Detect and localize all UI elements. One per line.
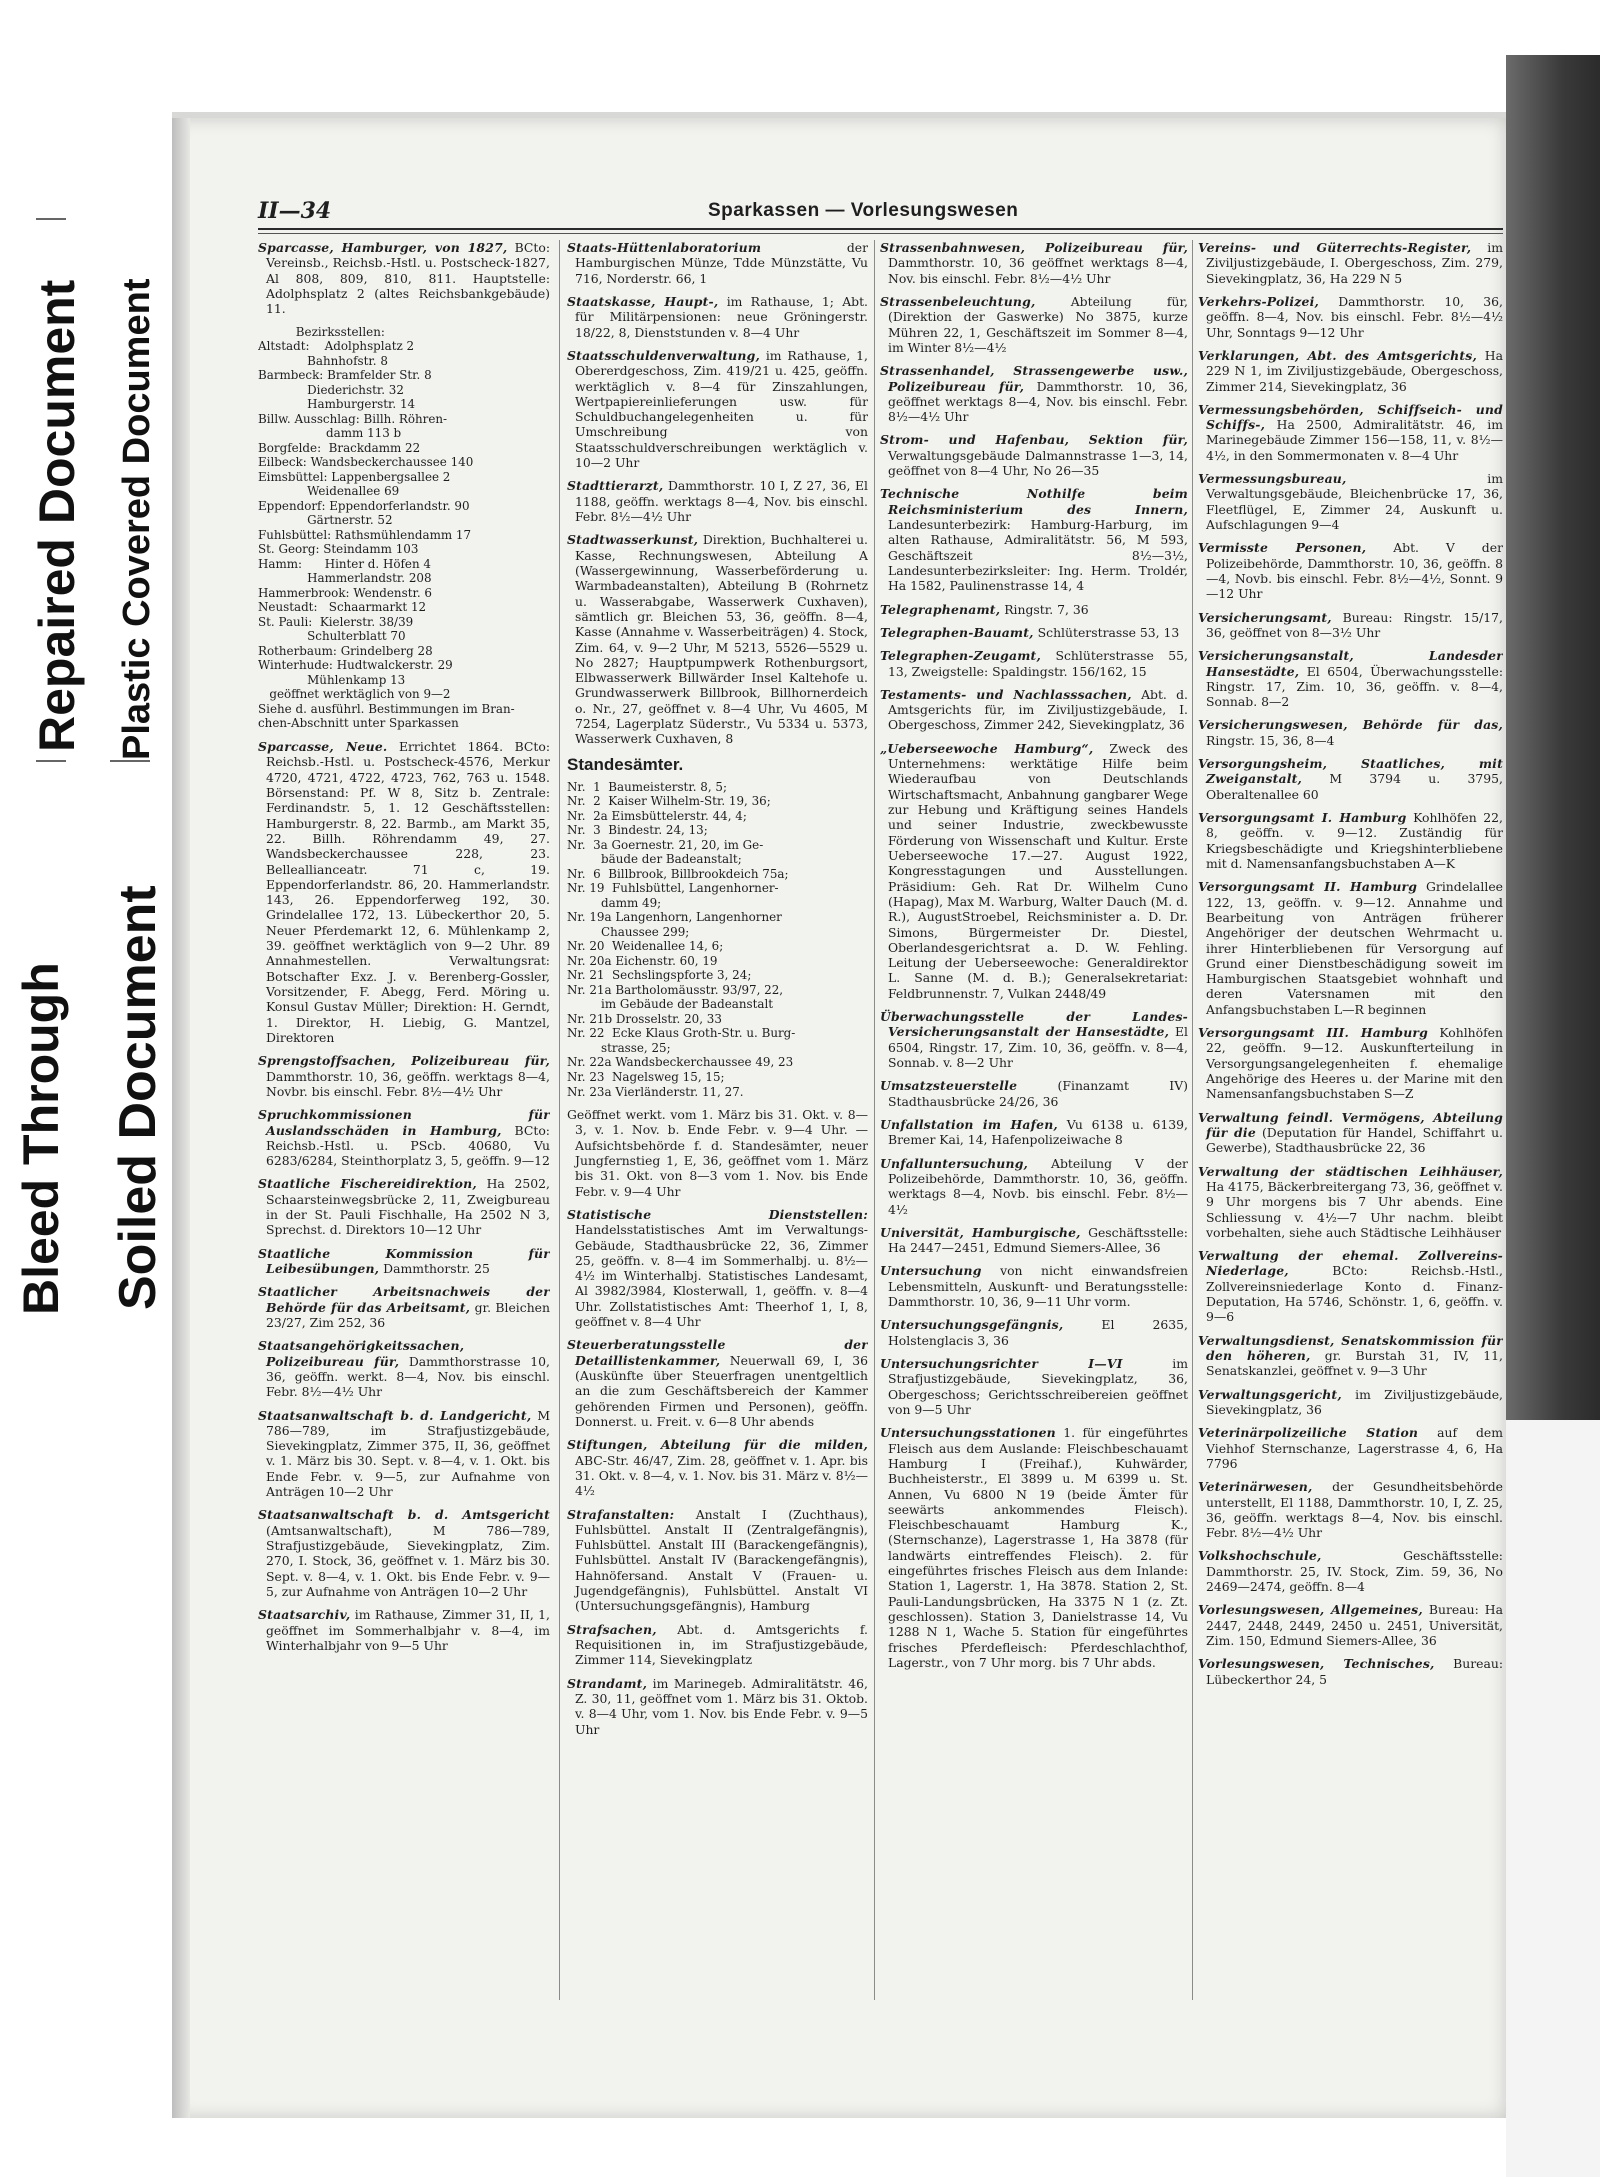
directory-entry	[567, 294, 868, 340]
entry-body: der Gesundheitsbehörde unterstellt, El 1188, Dammthorstr. 10, I, Z. 25, 36, geöffn. werktags 8—4, Nov. bis einschl. Febr. 8½—4½ Uhr	[1206, 1479, 1503, 1541]
entry-body: Ha 4175, Bäckerbreitergang 73, 36, geöffnet v. 9 Uhr morgens bis 7 Uhr abends. Eine Schliessung v. 4½—7 Uhr nachm. bleibt vorbehalten, siehe auch Städtische Leihhäuser	[1206, 1178, 1503, 1240]
directory-entry	[1198, 294, 1503, 340]
entry-body: M 786—789, im Strafjustizgebäude, Sievekingplatz, Zimmer 375, II, 36, geöffnet v. 1. März bis 30. Sept. v. 8—4, v. 1. Okt. bis Ende Febr. v. 9—5, zur Aufnahme von Anträgen 10—2 Uhr	[266, 1407, 550, 1500]
entry-body: Schlüterstrasse 55, 13, Zweigstelle: Spaldingstr. 156/162, 15	[888, 648, 1188, 679]
entry-title: Vermessungsbehörden, Schiffseich- und Schiffs-,	[1198, 401, 1503, 433]
label-bleed-through: Bleed Through	[13, 962, 69, 1315]
divider-mark	[36, 218, 66, 220]
directory-entry	[880, 1117, 1188, 1148]
entry-title: Strafanstalten:	[567, 1506, 675, 1522]
entry-body: im Rathause, 1; Abt. für Militärpensionen: neue Gröningerstr. 18/22, 8, Dienststunden v. 8—4 Uhr	[575, 293, 868, 340]
header-rule	[258, 228, 1503, 230]
directory-entry	[880, 294, 1188, 355]
entry-title: Spruchkommissionen für Auslandsschäden in Hamburg,	[258, 1107, 550, 1138]
entry-body: Neuerwall 69, I, 36 (Auskünfte über Steuerfragen unentgeltlich an die zum Geschäftsbereich der Kammer gehörenden Firmen und Personen), geöffn. Donnerst. u. Freit. v. 6—8 Uhr abends	[575, 1352, 868, 1429]
entry-title: Untersuchungsstationen	[880, 1425, 1056, 1441]
entry-title: Verwaltungsgericht,	[1198, 1386, 1342, 1402]
column-divider	[1192, 240, 1193, 2000]
entry-body: Ringstr. 7, 36	[1004, 601, 1089, 617]
entry-title: Verwaltungsdienst, Senatskommission für den höheren,	[1198, 1332, 1503, 1363]
entry-body: Bureau: Lübeckerthor 24, 5	[1206, 1656, 1503, 1687]
directory-entry	[1198, 1110, 1503, 1156]
entry-title: Sparcasse, Hamburger, von 1827,	[258, 240, 508, 255]
entry-title: Veterinärwesen,	[1198, 1479, 1313, 1495]
directory-entry	[1198, 1248, 1503, 1325]
entry-title: Staatsarchiv,	[258, 1607, 351, 1623]
entry-title: Staatsanwaltschaft b. d. Landgericht,	[258, 1407, 532, 1423]
entry-title: Volkshochschule,	[1198, 1548, 1322, 1564]
entry-title: Staatliche Kommission für Leibesübungen,	[258, 1245, 550, 1276]
entry-title: Vorlesungswesen, Allgemeines,	[1198, 1602, 1423, 1618]
text-column-3	[880, 240, 1188, 2000]
directory-entry	[258, 1408, 550, 1500]
directory-entry	[880, 1317, 1188, 1348]
entry-body: M 3794 u. 3795, Oberaltenallee 60	[1206, 771, 1503, 802]
directory-entry	[1198, 1602, 1503, 1648]
entry-title: „Ueberseewoche Hamburg“,	[880, 740, 1094, 756]
directory-entry	[880, 602, 1188, 617]
entry-body: Dammthorstrasse 10, 36, geöffn. werkt. 8—4, Nov. bis einschl. Febr. 8½—4½ Uhr	[266, 1353, 550, 1400]
directory-entry	[1198, 610, 1503, 641]
directory-entry	[1198, 1164, 1503, 1241]
entry-title: Verkehrs-Polizei,	[1198, 293, 1320, 309]
text-column-1	[258, 240, 550, 2000]
directory-entry	[1198, 1333, 1503, 1379]
directory-entry	[880, 363, 1188, 424]
entry-title: Versicherungsanstalt, Landesder Hansestädte,	[1198, 648, 1503, 679]
entry-body: BCto: Reichsb.-Hstl., Zollvereinsniederlage Konto d. Finanz-Deputation, Ha 5746, Schönstr. 1, 6, geöffn. v. 9—6	[1206, 1263, 1503, 1325]
entry-title: Statistische Dienststellen:	[567, 1206, 868, 1222]
directory-entry	[1198, 1387, 1503, 1418]
directory-entry	[1198, 1425, 1503, 1471]
entry-body: BCto: Reichsb.-Hstl. u. PScb. 40680, Vu 6283/6284, Steinthorplatz 3, 5, geöffn. 9—12	[266, 1122, 550, 1169]
page-binding-edge	[172, 118, 190, 2118]
directory-entry	[1198, 1548, 1503, 1594]
directory-entry	[1198, 1656, 1503, 1687]
entry-title: Telegraphen-Bauamt,	[880, 624, 1034, 640]
entry-body: im Rathause, Zimmer 31, II, 1, geöffnet im Sommerhalbjahr v. 8—4, im Winterhalbjahr von 9—5 Uhr	[266, 1607, 550, 1653]
directory-entry	[258, 1176, 550, 1237]
entry-title: Untersuchungsgefängnis,	[880, 1317, 1064, 1333]
entry-body: gr. Bleichen 23/27, Zim 252, 36	[266, 1299, 550, 1330]
entry-title: Verklarungen, Abt. des Amtsgerichts,	[1198, 347, 1477, 363]
entry-body: Abt. d. Amtsgerichts für, im Ziviljustizgebäude, I. Obergeschoss, Zimmer 242, Sievekingplatz, 36	[888, 686, 1188, 733]
entry-title: Telegraphen-Zeugamt,	[880, 648, 1041, 664]
entry-title: Versorgungsamt II. Hamburg	[1198, 879, 1418, 895]
entry-body: Dammthorstr. 10, 36, geöffn. werktags 8—4, Novbr. bis einschl. Febr. 8½—4½ Uhr	[266, 1068, 550, 1099]
directory-entry	[567, 478, 868, 524]
directory-entry	[880, 432, 1188, 478]
directory-entry	[258, 1053, 550, 1099]
directory-entry	[258, 1107, 550, 1168]
directory-entry	[1198, 1479, 1503, 1540]
entry-body: auf dem Viehhof Sternschanze, Lagerstrasse 4, 6, Ha 7796	[1206, 1425, 1503, 1471]
entry-body: Ha 2502, Schaarsteinwegsbrücke 2, 11, Zweigbureau in der St. Pauli Fischhalle, Ha 2502 N 3, Sprechst. d. Direktors 10—12 Uhr	[266, 1176, 550, 1238]
header-rule-thin	[258, 233, 1503, 234]
entry-body: Kohlhöfen 22, geöffn. 9—12. Auskunfterteilung in Versorgungsangelegenheiten f. ehemalige Angehörige des Heeres u. der Marine mit den Namensanfangsbuchstaben S—Z	[1206, 1025, 1503, 1102]
entry-title: Versorgungsamt III. Hamburg	[1198, 1025, 1429, 1041]
entry-title: Unfalluntersuchung,	[880, 1155, 1029, 1171]
page-number: II—34	[258, 198, 332, 224]
directory-entry	[567, 1107, 868, 1199]
directory-entry	[880, 648, 1188, 679]
entry-title: Versorgungsheim, Staatliches, mit Zweiganstalt,	[1198, 756, 1503, 787]
entry-title: Unfallstation im Hafen,	[880, 1116, 1058, 1132]
entry-body: (Deputation für Handel, Schiffahrt u. Gewerbe), Stadthausbrücke 22, 36	[1206, 1124, 1503, 1156]
entry-body: Kohlhöfen 22, 8, geöffn. v. 9—12. Zuständig für Kriegsbeschädigte und Kriegshinterbliebene mit d. Namensanfangsbuchstaben A—K	[1206, 810, 1503, 871]
entry-title: Verwaltung der städtischen Leihhäuser,	[1198, 1163, 1503, 1179]
entry-body: Dammthorstr. 10 I, Z 27, 36, El 1188, geöffn. werktags 8—4, Nov. bis einschl. Febr. 8½—4½ Uhr	[575, 478, 868, 524]
entry-body: im Marinegeb. Admiralitätstr. 46, Z. 30, 11, geöffnet vom 1. März bis 31. Oktob. v. 8—4 Uhr, vom 1. Nov. bis Ende Febr. v. 9—5 Uhr	[575, 1675, 868, 1737]
entry-body: (Amtsanwaltschaft), M 786—789, Strafjustizgebäude, Sievekingplatz, Zim. 270, I. Stock, 36, geöffnet v. 1. März bis 30. Sept. v. 8—4, v. 1. Okt. bis Ende Febr. v. 9—5, zur Aufnahme von Anträgen 10—2 Uhr	[266, 1522, 550, 1599]
directory-entry	[258, 1507, 550, 1599]
entry-title: Versicherungsamt,	[1198, 609, 1332, 625]
directory-entry	[880, 1425, 1188, 1670]
directory-entry	[880, 1156, 1188, 1217]
directory-entry	[567, 532, 868, 746]
entry-body: im Ziviljustizgebäude, I. Obergeschoss, Zim. 279, Sievekingplatz, 36, Ha 229 N 5	[1206, 240, 1503, 286]
entry-body: Dammthorstr. 10, 36, geöffnet werktags 8—4, Nov. bis einschl. Febr. 8½—4½ Uhr	[888, 378, 1188, 425]
directory-entry	[258, 1338, 550, 1399]
entry-title: Staatsangehörigkeitssachen, Polizeibureau für,	[258, 1338, 465, 1369]
directory-entry	[880, 1225, 1188, 1256]
directory-entry	[880, 1356, 1188, 1417]
entry-title: Strafsachen,	[567, 1621, 657, 1637]
directory-entry	[880, 486, 1188, 593]
address-list: Nr. 1 Baumeisterstr. 8, 5; Nr. 2 Kaiser Wilhelm-Str. 19, 36; Nr. 2a Eimsbüttelerstr. 44, 4; Nr. 3 Bindestr. 24, 13; Nr. 3a Goernestr. 21, 20, im Ge- bäude der Badeanstalt; Nr. 6 Billbrook, Billbrookdeich 75a; Nr. 19 Fuhlsbüttel, Langenhorner- damm 49; Nr. 19a Langenhorn, Langenhorner Chaussee 299; Nr. 20 Weidenallee 14, 6; Nr. 20a Eichenstr. 60, 19 Nr. 21 Sechslingspforte 3, 24; Nr. 21a Bartholomäusstr. 93/97, 22, im Gebäude der Badeanstalt Nr. 21b Drosselstr. 20, 33 Nr. 22 Ecke Klaus Groth-Str. u. Burg- strasse, 25; Nr. 22a Wandsbeckerchaussee 49, 23 Nr. 23 Nagelsweg 15, 15; Nr. 23a Vierländerstr. 11, 27.	[567, 779, 796, 1099]
directory-entry	[880, 240, 1188, 286]
entry-title: Universität, Hamburgische,	[880, 1224, 1081, 1240]
column-divider	[874, 240, 875, 2000]
entry-body: Errichtet 1864. BCto: Reichsb.-Hstl. u. Postscheck-4576, Merkur 4720, 4721, 4722, 4723, 762, 763 u. 1548. Börsenstand: Pf. W 8, Sitz b. Zentrale: Ferdinandstr. 5, 1. 12 Geschäftsstellen: Hamburgerstr. 8, 22. Barmb., am Markt 35, 22. Billh. Röhrendamm 49, 27. Wandsbeckerchaussee 228, 23. Belleallianceatr. 71 c, 19. Eppendorferlandstr. 86, 20. Hammerlandstr. 143, 26. Eppendorferweg 192, 30. Grindelallee 172, 13. Lübeckerthor 20, 5. Neuer Pferdemarkt 12, 6. Mühlenkamp 2, 39. geöffnet werktäglich von 9—2 Uhr. 89 Annahmestellen. Verwaltungsrat: Botschafter Exz. J. v. Berenberg-Gossler, Vorsitzender, F. Abegg, Ferd. Möring u. Konsul Gustav Müller; Direktion: H. Gerndt, 1. Direktor, H. Liebig, G. Mantzel, Direktoren	[266, 739, 550, 1045]
label-repaired-document: Repaired Document	[29, 279, 85, 752]
entry-body: Bureau: Ringstr. 15/17, 36, geöffnet von 8—3½ Uhr	[1206, 609, 1503, 640]
entry-title: Untersuchungsrichter I—VI	[880, 1356, 1123, 1371]
entry-title: Strandamt,	[567, 1675, 648, 1691]
directory-entry	[567, 1676, 868, 1737]
directory-entry	[1198, 348, 1503, 394]
directory-entry	[880, 1078, 1188, 1109]
entry-title: Staatskasse, Haupt-,	[567, 293, 719, 309]
entry-body: Dammthorstr. 10, 36 geöffnet werktags 8—4, Nov. bis einschl. Febr. 8½—4½ Uhr	[888, 255, 1188, 286]
directory-entry	[567, 1622, 868, 1668]
directory-entry	[1198, 1025, 1503, 1102]
entry-title: Veterinärpolizeiliche Station	[1198, 1425, 1419, 1441]
entry-title: Staatsschuldenverwaltung,	[567, 347, 760, 363]
entry-title: Verwaltung feindl. Vermögens, Abteilung für die	[1198, 1109, 1503, 1140]
entry-body: Handelsstatistisches Amt im Verwaltungs-Gebäude, Stadthausbrücke 22, 36, Zimmer 25, geöffn. v. 8—4 im Sommerhalbj. u. 8½—4½ im Winterhalbj. Statistisches Landesamt, Al 3982/3984, Klosterwall, 1, geöffn. v. 8—4 Uhr. Zollstatistisches Amt: Theerhof 1, I, 8, geöffnet v. 8—4 Uhr	[575, 1222, 868, 1330]
label-plastic-covered-document: Plastic Covered Document	[116, 278, 158, 760]
directory-entry	[1198, 471, 1503, 532]
column-divider	[559, 240, 560, 2000]
section-heading: Standesämter.	[567, 754, 684, 774]
side-label-strip	[0, 0, 180, 1400]
entry-title: Stiftungen, Abteilung für die milden,	[567, 1437, 868, 1453]
directory-entry	[880, 741, 1188, 1001]
entry-title: Strassenbahnwesen, Polizeibureau für,	[880, 240, 1188, 255]
entry-body: Zweck des Unternehmens: werktätige Hilfe beim Wiederaufbau von Deutschlands Wirtschaftsmacht, Anbahnung gangbarer Wege zur Hebung und Kräftigung seines Handels und seiner Industrie, zweckbewusste Förderung von Wissenschaft und Kultur. Erste Ueberseewoche 17.—27. August 1922, Kongresstagungen und Ausstellungen. Präsidium: Geh. Rat Dr. Wilhelm Cuno (Hapag), Max M. Warburg, Walter Dauch (M. d. R.), AugustStroebel, Reichsminister a. D. Dr. Simons, Bürgermeister Dr. Diestel, Oberlandesgerichtsrat a. D. W. Fehling. Leitung der Ueberseewoche: Generaldirektor L. Sanne (M. d. B.); Generalsekretariat: Feldbrunnenstr. 7, Vulkan 2448/49	[888, 740, 1188, 1001]
directory-entry	[258, 739, 550, 1045]
directory-entry	[1198, 240, 1503, 286]
directory-entry	[1198, 756, 1503, 802]
entry-title: Staatlicher Arbeitsnachweis der Behörde für das Arbeitsamt,	[258, 1284, 550, 1315]
directory-entry	[880, 1263, 1188, 1309]
entry-title: Staatliche Fischereidirektion,	[258, 1176, 477, 1192]
entry-body: Abt. d. Amtsgerichts f. Requisitionen in, im Strafjustizgebäude, Zimmer 114, Sievekingplatz	[575, 1621, 868, 1668]
entry-body: Ha 229 N 1, im Ziviljustizgebäude, Obergeschoss, Zimmer 214, Sievekingplatz, 36	[1206, 347, 1503, 394]
entry-body: im Strafjustizgebäude, Sievekingplatz, 36, Obergeschoss; Gerichtsschreibereien geöffnet von 9—5 Uhr	[888, 1356, 1188, 1417]
label-soiled-document: Soiled Document	[109, 885, 167, 1310]
directory-entry	[567, 348, 868, 471]
entry-body: Geöffnet werkt. vom 1. März bis 31. Okt. v. 8—3, v. 1. Nov. b. Ende Febr. v. 9—4 Uhr. — Aufsichtsbehörde f. d. Standesämter, neuer Jungfernstieg 1, E, 36, geöffnet vom 1. März bis 31. Okt. von 8—3 vom 1. Nov. bis Ende Febr. v. 9—4 Uhr	[567, 1107, 868, 1199]
entry-body: BCto: Vereinsb., Reichsb.-Hstl. u. Postscheck-1827, Al 808, 809, 810, 811. Hauptstelle: Adolphsplatz 2 (altes Reichsbankgebäude) 11.	[266, 240, 550, 317]
entry-body: El 2635, Holstenglacis 3, 36	[888, 1317, 1188, 1348]
entry-title: Umsatzsteuerstelle	[880, 1078, 1018, 1094]
entry-body: El 6504, Überwachungsstelle: Ringstr. 17, Zim. 10, 36, geöffn. v. 8—4, Sonnab. 8—2	[1206, 663, 1503, 710]
entry-body: Direktion, Buchhalterei u. Kasse, Rechnungswesen, Abteilung A (Wassergewinnung, Wasserbeförderung u. Warmbadeanstalten), Abteilung B (Rohrnetz u. Wasserabgabe, Wasserwerk Cuxhaven), sämtlich gr. Bleichen 53, 36, geöffn. 8—4, Kasse (Annahme v. Wasserbeiträgen) 4. Stock, Zim. 64, v. 9—2 Uhr, M 5213, 5526—5529 u. No 2827; Hauptpumpwerk Rothenburgsort, Elbwasserwerk Billwärder Insel Kaltehofe u. Grundwasserwerk Billbrook, Billhornerdeich o. Nr., 27, geöffnet v. 8—4 Uhr, Vu 4605, M 7254, Lagerplatz Süderstr., Vu 5334 u. 5373, Wasserwerk Cuxhaven, 8	[575, 532, 868, 747]
entry-title: Steuerberatungsstelle der Detaillistenkammer,	[567, 1337, 868, 1368]
entry-title: Testaments- und Nachlasssachen,	[880, 686, 1132, 702]
entry-title: Sparcasse, Neue.	[258, 739, 388, 754]
directory-entry	[258, 1607, 550, 1653]
directory-entry	[1198, 648, 1503, 709]
entry-body: Schlüterstrasse 53, 13	[1037, 624, 1180, 640]
directory-entry	[1198, 879, 1503, 1017]
entry-title: Strassenhandel, Strassengewerbe usw., Polizeibureau für,	[880, 363, 1188, 394]
text-column-4	[1198, 240, 1503, 2000]
directory-entry	[567, 1207, 868, 1330]
directory-entry	[1198, 402, 1503, 463]
entry-title: Vermessungsbureau,	[1198, 471, 1347, 487]
directory-entry	[880, 687, 1188, 733]
entry-body: Verwaltungsgebäude Dalmannstrasse 1—3, 14, geöffnet von 8—4 Uhr, No 26—35	[888, 447, 1188, 479]
entry-body: El 6504, Ringstr. 17, Zim. 10, 36, geöffn. v. 8—4, Sonnab. v. 8—2 Uhr	[888, 1024, 1188, 1070]
entry-title: Untersuchung	[880, 1263, 982, 1279]
entry-body: im Verwaltungsgebäude, Bleichenbrücke 17, 36, Fleetflügel, E, Zimmer 24, Auskunft u. Aufschlagungen 9—4	[1206, 471, 1503, 532]
entry-title: Verwaltung der ehemal. Zollvereins-Niederlage,	[1198, 1248, 1503, 1279]
directory-entry	[1198, 717, 1503, 748]
page-header	[258, 198, 1503, 224]
entry-title: Sprengstoffsachen, Polizeibureau für,	[258, 1053, 550, 1069]
entry-body: Geschäftsstelle: Dammthorstr. 25, IV. Stock, Zim. 59, 36, No 2469—2474, geöffn. 8—4	[1206, 1548, 1503, 1595]
entry-body: von nicht einwandsfreien Lebensmitteln, Auskunft- und Beratungsstelle: Dammthorstr. 10, 36, 9—11 Uhr vorm.	[888, 1263, 1188, 1310]
directory-entry	[567, 1437, 868, 1498]
entry-title: Vorlesungswesen, Technisches,	[1198, 1656, 1435, 1672]
entry-title: Vereins- und Güterrechts-Register,	[1198, 240, 1472, 255]
directory-entry	[880, 625, 1188, 640]
directory-entry	[258, 1246, 550, 1277]
entry-body: Ringstr. 15, 36, 8—4	[1206, 732, 1335, 748]
scanner-edge-lower	[1506, 1420, 1600, 2177]
entry-body: Abteilung für, (Direktion der Gaswerke) No 3875, kurze Mühren 22, 1, Geschäftszeit im Sommer 8—4, im Winter 8½—4½	[888, 293, 1188, 355]
entry-body: Abt. V der Polizeibehörde, Dammthorstr. 10, 36, geöffn. 8—4, Novb. bis einschl. Febr. 8½—4½, Sonnt. 9—12 Uhr	[1206, 540, 1503, 602]
entry-body: gr. Burstah 31, IV, 11, Senatskanzlei, geöffnet v. 9—3 Uhr	[1206, 1348, 1503, 1379]
entry-title: Überwachungsstelle der Landes-Versicherungsanstalt der Hansestädte,	[880, 1009, 1188, 1040]
directory-entry	[567, 240, 868, 286]
entry-title: Versicherungswesen, Behörde für das,	[1198, 717, 1503, 733]
entry-body: im Rathause, 1, Obererdgeschoss, Zim. 419/21 u. 425, geöffn. werktäglich v. 8—4 für Zinszahlungen, Wertpapiereinlieferungen usw. für Schuldbuchangelegenheiten u. für Umschreibung von Staatsschuldverschreibungen werktäglich v. 10—2 Uhr	[575, 347, 868, 471]
entry-title: Staatsanwaltschaft b. d. Amtsgericht	[258, 1507, 550, 1523]
entry-body: Bureau: Ha 2447, 2448, 2449, 2450 u. 2451, Universität, Zim. 150, Edmund Siemers-Allee, 36	[1206, 1602, 1503, 1648]
entry-body: Geschäftsstelle: Ha 2447—2451, Edmund Siemers-Allee, 36	[888, 1224, 1188, 1256]
entry-title: Vermisste Personen,	[1198, 540, 1367, 556]
entry-title: Stadtwasserkunst,	[567, 532, 699, 548]
entry-title: Telegraphenamt,	[880, 601, 1001, 617]
directory-entry	[1198, 810, 1503, 871]
entry-title: Strassenbeleuchtung,	[880, 293, 1036, 309]
address-list: Bezirksstellen: Altstadt: Adolphsplatz 2 Bahnhofstr. 8 Barmbeck: Bramfelder Str. 8 Diederichstr. 32 Hamburgerstr. 14 Billw. Ausschlag: Billh. Röhren- damm 113 b Borgfelde: Brackdamm 22 Eilbeck: Wandsbeckerchaussee 140 Eimsbüttel: Lappenbergsallee 2 Weidenallee 69 Eppendorf: Eppendorferlandstr. 90 Gärtnerstr. 52 Fuhlsbüttel: Rathsmühlendamm 17 St. Georg: Steindamm 103 Hamm: Hinter d. Höfen 4 Hammerlandstr. 208 Hammerbrook: Wendenstr. 6 Neustadt: Schaarmarkt 12 St. Pauli: Kielerstr. 38/39 Schulterblatt 70 Rotherbaum: Grindelberg 28 Winterhude: Hudtwalckerstr. 29 Mühlenkamp 13 geöffnet werktäglich von 9—2 Siehe d. ausführl. Bestimmungen im Bran- chen-Abschnitt unter Sparkassen	[258, 324, 515, 731]
scanner-edge	[1506, 55, 1600, 1420]
entry-body: Ha 2500, Admiralitätstr. 46, im Marinegebäude Zimmer 156—158, 11, v. 8½—4½, in den Sommermonaten v. 8—4 Uhr	[1206, 417, 1503, 463]
page-title: Sparkassen — Vorlesungswesen	[708, 200, 1019, 221]
entry-body: ABC-Str. 46/47, Zim. 28, geöffnet v. 1. Apr. bis 31. Okt. v. 8—4, v. 1. Nov. bis 31. März v. 8½—4½	[575, 1452, 868, 1499]
divider-mark	[36, 760, 66, 762]
entry-body: Anstalt I (Zuchthaus), Fuhlsbüttel. Anstalt II (Zentralgefängnis), Fuhlsbüttel. Anstalt III (Barackengefängnis), Fuhlsbüttel. Anstalt IV (Barackengefängnis), Hahnöfersand. Anstalt V (Frauen- u. Jugendgefängnis), Fuhlsbüttel. Anstalt VI (Untersuchungsgefängnis), Hamburg	[575, 1506, 868, 1614]
entry-body: Dammthorstr. 25	[383, 1261, 490, 1276]
entry-body: Grindelallee 122, 13, geöffn. v. 9—12. Annahme und Bearbeitung von Anträgen früherer Angehöriger der deutschen Wehrmacht u. ihrer Hinterbliebenen für Versorgung auf Grund einer Dienstbeschädigung soweit im Hamburgischen Staatsgebiet wohnhaft und deren Vatersnamen mit den Anfangsbuchstaben L—R beginnen	[1206, 879, 1503, 1017]
entry-body: Vu 6138 u. 6139, Bremer Kai, 14, Hafenpolizeiwache 8	[888, 1116, 1188, 1148]
divider-mark	[110, 760, 150, 762]
entry-body: Dammthorstr. 10, 36, geöffn. 8—4, Nov. bis einschl. Febr. 8½—4½ Uhr, Sonntags 9—12 Uhr	[1206, 293, 1503, 340]
entry-body: 1. für eingeführtes Fleisch aus dem Auslande: Fleischbeschauamt Hamburg I (Freihaf.), Kuhwärder, Buchheisterstr., El 3899 u. M 6399 u. St. Annen, Vu 6800 N 19 (beide Ämter für seewärts ankommendes Fleisch). Fleischbeschauamt Hamburg K., (Sternschanze), Lagerstrasse 1, Ha 3878 (für landwärts eintreffendes Fleisch). 2. für eingeführtes frisches Fleisch aus dem Inlande: Station 1, Lagerstr. 1, Ha 3878. Station 2, St. Pauli-Landungsbrücken, Ha 3375 N 1 (z. Zt. geschlossen). Station 3, Danielstrasse 14, Vu 1288 N 1, Wache 5. Station für eingeführtes frisches Pferdefleisch: Pferdeschlachthof, Lagerstr., von 7 Uhr morg. bis 7 Uhr abds.	[888, 1425, 1188, 1670]
directory-entry	[567, 1337, 868, 1429]
entry-body: der Hamburgischen Münze, Tdde Münzstätte, Vu 716, Norderstr. 66, 1	[575, 240, 868, 286]
entry-title: Stadttierarzt,	[567, 478, 664, 494]
entry-body: Landesunterbezirk: Hamburg-Harburg, im alten Rathause, Admiralitätstr. 56, M 593, Geschäftszeit 8½—3½, Landesunterbezirksleiter: Ing. Herm. Troldér, Ha 1582, Paulinenstrasse 14, 4	[888, 517, 1188, 594]
entry-body: (Finanzamt IV) Stadthausbrücke 24/26, 36	[888, 1078, 1188, 1109]
text-column-2	[567, 240, 868, 2000]
directory-entry	[567, 1507, 868, 1614]
entry-title: Versorgungsamt I. Hamburg	[1198, 810, 1407, 825]
directory-entry	[258, 240, 550, 317]
entry-title: Strom- und Hafenbau, Sektion für,	[880, 432, 1188, 448]
entry-title: Staats-Hüttenlaboratorium	[567, 240, 762, 255]
entry-title: Technische Nothilfe beim Reichsministerium des Innern,	[880, 486, 1188, 517]
entry-body: Abteilung V der Polizeibehörde, Dammthorstr. 10, 36, geöffn. werktags 8—4, Novb. bis einschl. Febr. 8½—4½	[888, 1155, 1188, 1217]
directory-entry	[1198, 540, 1503, 601]
directory-entry	[880, 1009, 1188, 1070]
directory-entry	[258, 1284, 550, 1330]
entry-body: im Ziviljustizgebäude, Sievekingplatz, 36	[1206, 1386, 1503, 1417]
